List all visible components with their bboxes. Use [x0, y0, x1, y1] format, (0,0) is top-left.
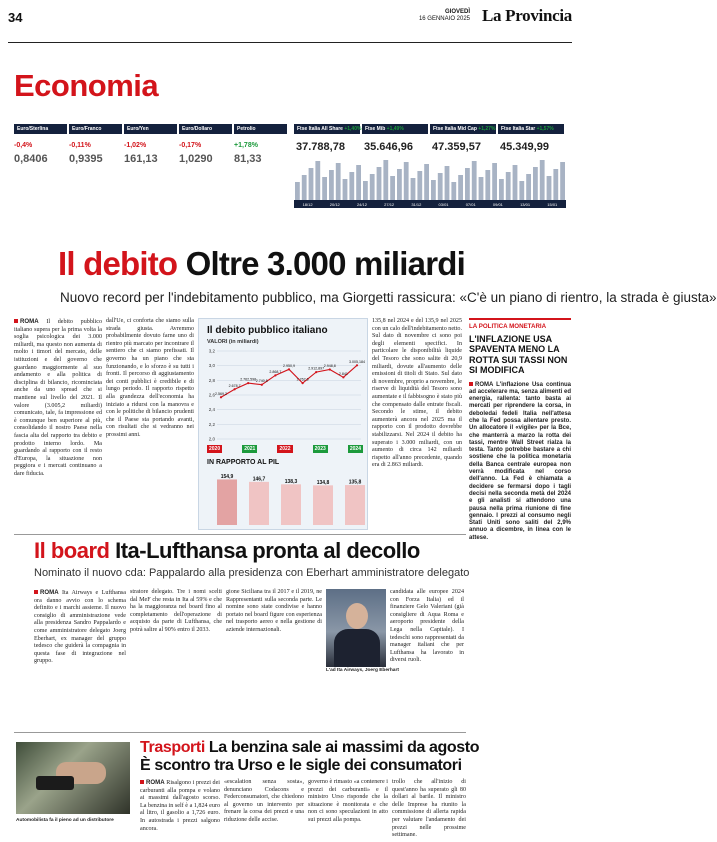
currency-value: 0,9395 [69, 153, 103, 165]
year-label: 2020 [209, 446, 221, 452]
currency-tile [124, 124, 177, 198]
debt-data-label: 3.005,184 [349, 359, 365, 364]
pil-data-label: 138,3 [284, 478, 298, 485]
debt-point [261, 384, 263, 386]
pil-bar [217, 479, 237, 525]
headline-fuel-line2: È scontro tra Urso e le sigle dei consumatori [140, 757, 462, 774]
sparkline-bar [445, 166, 450, 200]
article-ita-column-2: stratore delegato. Tre i nomi scelti dal MeF che resta in Ita al 59% e che ha la maggioranza nel board fino al completamento dell'operazione di acquisto da parte di Lufthansa, che potrà salire al 90% entro il 2033. [130, 589, 222, 633]
page-header [8, 6, 572, 42]
sparkline-bar [506, 172, 511, 200]
pil-ratio-chart [203, 469, 365, 527]
axis-date: 18/12 [302, 201, 313, 207]
year-label: 2021 [244, 446, 256, 452]
year-label: 2022 [279, 446, 291, 452]
currency-name: Euro/Yen [124, 124, 177, 134]
year-label: 2024 [349, 446, 361, 452]
article-text: 135,8 nel 2024 e del 135,9 nel 2025 con un calo dell'indebitamento netto. Sul dato di novembre ci sono poi degli elementi specifici. In particolare le disponibilità liquide del Tesoro che sono salite di 20,9 miliardi, dovute all'aumento delle emissioni di titoli di Stato. [372, 318, 462, 378]
axis-date: 07/01 [465, 201, 476, 207]
page-number: 34 [8, 10, 23, 25]
y-tick-label: 2,4 [208, 407, 215, 413]
y-tick-label: 2,2 [208, 421, 215, 427]
y-tick-label: 2,0 [208, 436, 215, 442]
sparkline-bar [492, 163, 497, 200]
headline-fuel-kicker: Trasporti [140, 739, 205, 756]
article-ita-column-1 [34, 589, 126, 729]
headline-ita-title: Ita-Lufthansa pronta al decollo [115, 538, 420, 563]
stock-change: +1,49% [385, 126, 404, 132]
axis-date: 20/12 [329, 201, 340, 207]
sparkline-bar [485, 170, 490, 200]
debt-point [342, 376, 344, 378]
debt-data-label: 2.868,7 [269, 369, 282, 374]
axis-date: 03/01 [438, 201, 449, 207]
article-ita-column-3: gione Siciliana tra il 2017 e il 2019, ne Rappresentanti sulla seconda parte. Le nomine sono state condivise e hanno portato nel board figure con esperienza nel trasporto aereo e nella gestione di aziende internazionali. [226, 589, 322, 633]
sparkline-bar [397, 169, 402, 200]
currency-change: -0,4% [14, 142, 33, 149]
headline-debt-kicker: Il debito [58, 245, 178, 282]
sparkline-bar [356, 165, 361, 200]
sparkline-bar [451, 182, 456, 200]
dateline: ROMA [40, 589, 59, 596]
dateline: ROMA [20, 318, 39, 325]
stock-change: +1,27% [476, 126, 496, 132]
stock-value: 37.788,78 [296, 141, 345, 153]
axis-date: 27/12 [384, 201, 395, 207]
stock-name: Ftse Italia Mid Cap +1,27% [430, 124, 496, 134]
subheadline-ita: Nominato il nuovo cda: Pappalardo alla presidenza con Eberhart amministratore delegato [34, 567, 470, 579]
sparkline-bar [438, 173, 443, 200]
currency-name: Petrolio [234, 124, 287, 134]
stock-value: 35.646,96 [364, 141, 413, 153]
currency-change: -0,11% [69, 142, 91, 149]
sparkline-bar [553, 169, 558, 200]
currency-name: Euro/Franco [69, 124, 122, 134]
axis-date: 15/01 [547, 201, 558, 207]
sidebar-monetary [469, 318, 571, 748]
stock-name: Ftse Italia Star +1,57% [498, 124, 564, 134]
sparkline-bar [458, 175, 463, 200]
year-label: 2023 [314, 446, 326, 452]
pil-data-label: 134,8 [316, 479, 330, 486]
stock-value: 47.359,57 [432, 141, 481, 153]
header-divider [8, 42, 572, 43]
currency-tile [14, 124, 67, 198]
currency-value: 81,33 [234, 153, 262, 165]
stock-change: +1,57% [535, 126, 554, 132]
debt-point [247, 382, 249, 384]
section-divider [14, 732, 466, 733]
currency-value: 0,8406 [14, 153, 48, 165]
debt-data-label: 2.950,9 [283, 363, 295, 368]
sparkline-bar [560, 162, 565, 200]
article-ita-column-4: candidata alle europee 2024 con Forza Italia) ed il finanziere Gelo Valeriani (già consigliere di Aqua Roma e aeroporto presidente della Lega nella Capitale). I tedeschi sono rappresentati da manager italiani che per Lufthansa ha lavorato in diversi ruoli. [390, 589, 464, 664]
headline-ita-kicker: Il board [34, 538, 110, 563]
sparkline-bar [390, 176, 395, 200]
debt-chart-title: Il debito pubblico italiano [207, 325, 328, 336]
sparkline-bar [547, 176, 552, 200]
header-date [419, 9, 470, 23]
sparkline-bar [431, 180, 436, 200]
debt-data-label: 2.762,6 [296, 377, 309, 382]
stock-value: 45.349,99 [500, 141, 549, 153]
y-tick-label: 2,6 [208, 392, 215, 398]
article-fuel-column-3: governo è rimasto «a contenere i prezzi dei carburanti» e il ministro Urso risponde che la situazione è monitorata e che non ci sono speculazioni in atto sui prezzi alla pompa. [308, 779, 388, 823]
sparkline-bar [411, 178, 416, 200]
article-fuel-column-4: trollo che all'inizio di quest'anno ha superato gli 80 dollari al barile. Il ministro delle Imprese ha riunito la commissione di allerta rapida per valutare l'andamento dei prezzi nelle prossime settimane. [392, 779, 466, 839]
article-fuel-column-1 [140, 779, 220, 837]
dateline-marker [140, 780, 144, 784]
sparkline-bar [315, 161, 320, 200]
sparkline-bar [309, 168, 314, 200]
sidebar-dateline: ROMA [475, 381, 494, 388]
debt-point [220, 396, 222, 398]
pil-data-label: 146,7 [252, 476, 266, 483]
debt-data-label: 2.569,2 [215, 391, 227, 396]
article-text: Risalgono i prezzi dei carburanti alla pompa e volano ai massimi dall'agosto scorso. La benzina in self è a 1,824 euro al litro, il gasolio a 1,726 euro. In autostrada i prezzi salgono ancora. [140, 780, 220, 832]
debt-data-label: 2.678,7 [228, 383, 241, 388]
sparkline-bar [513, 165, 518, 200]
pil-data-label: 154,9 [220, 473, 234, 480]
headline-fuel-title: La benzina sale ai massimi da agosto [208, 739, 480, 756]
article-text: Ita Airways e Lufthansa ora danno avvio con lo schema definito e i marchi assieme. Il nuovo consiglio di amministrazione vede alla presidenza Sandro Pappalardo e come amministratore delegato Joerg Eberhart, ex manager del gruppo tedesco che guiderà la compagnia in questa fase di integrazione nel gruppo. [34, 590, 126, 665]
sidebar-headline[interactable]: L'INFLAZIONE USA SPAVENTA MENO LA ROTTA SUI TASSI NON SI MODIFICA [469, 333, 568, 375]
sparkline-bar [302, 175, 307, 200]
currency-name: Euro/Sterlina [14, 124, 67, 134]
header-date-text: 16 GENNAIO 2025 [418, 16, 470, 22]
article-text: Il debito pubblico italiano supera per la prima volta la soglia psicologica dei 3.000 miliardi, ma questo non aumenta di molto i timori del mercato, delle istituzioni e del governo che guardano maggiormente al suo andamento e alla politica di disciplina di bilancio, ricominciata anche da uno spread che si mantiene sul livello del 2021. Il valore (3.005,2 miliardi) comunicato, tale, fa impressione ed è comunque ben superiore al più, consolidando il nostro Paese nella fascia alta del rapporto tra debito e prodotto interno lordo. Ma guardando al rapporto con il resto d'Europa, la situazione non peggiora e i mercati continuano a dare fiducia. [14, 319, 102, 477]
pil-data-label: 135,8 [348, 479, 362, 486]
currency-value: 1,0290 [179, 153, 213, 165]
sparkline-bar [404, 162, 409, 200]
sparkline-bar [540, 160, 545, 200]
stock-name: Ftse Italia All Share +1,40% [294, 124, 360, 134]
axis-date: 31/12 [411, 201, 422, 207]
sparkline-bar [363, 181, 368, 200]
photo-figure-head [346, 603, 368, 629]
sparkline-bar [417, 171, 422, 200]
sidebar-body [469, 382, 571, 543]
masthead[interactable]: La Provincia [481, 6, 572, 25]
headline-ita[interactable] [34, 538, 420, 564]
sparkline-bar [343, 179, 348, 200]
photo-caption: Automobilista fa il pieno ad un distributore [16, 818, 114, 823]
sparkline-bar [472, 161, 477, 200]
sparkline-bar [322, 177, 327, 200]
debt-point [288, 368, 290, 370]
debt-line-chart [203, 347, 365, 445]
sparkline-bar [349, 172, 354, 200]
section-divider [14, 534, 466, 535]
photo-figure-body [334, 629, 380, 667]
article-debt-column-1 [14, 318, 102, 530]
pil-bar [313, 485, 333, 525]
sparkline-bar [336, 163, 341, 200]
sidebar-text: L'inflazione Usa continua ad accelerare ma, senza alimenti ed energia, rallenta: tanto basta ai mercati per riprendere la corsa, in deboledai fedeli Italia nell'attesa che la Fed possa allentare presto. Un allocatore il «vigile» per la Bce, che manterrà a marzo la rotta dei tassi, mentre Wall Street rialza la testa. Tanto potrebbe bastare a chi sostiene che la politica monetaria della Banca centrale europea non verrà modificata nel corso dell'anno. La Fed è chiamata a decidere se fermarsi dopo i tagli decisi nella seconda metà del 2024 e gli analisti si attendono una pausa nella prima riunione di fine gennaio. I prezzi al consumo negli Stati Uniti sono saliti del 2,9% annuo a dicembre, in linea con le attese. [469, 381, 571, 541]
currency-change: +1,78% [234, 142, 258, 149]
stock-name: Ftse Mib +1,49% [362, 124, 428, 134]
subheadline-debt: Nuovo record per l'indebitamento pubblico, ma Giorgetti rassicura: «C'è un piano di rientro, la strada è giusta» [60, 290, 717, 305]
debt-data-label: 2.762,598 [240, 377, 257, 382]
photo-eberhart[interactable] [326, 589, 386, 667]
sparkline-bar [465, 168, 470, 200]
debt-point [274, 374, 276, 376]
dateline-marker [469, 382, 473, 386]
currency-name: Euro/Dollaro [179, 124, 232, 134]
article-text: Sul dato di novembre, proprio a novembre, le riserve di liquidità del Tesoro sono aumentate e il fabbisogno è stato più che compensato dalle entrate fiscali. Secondo le stime, il debito aumenterà ancora nel 2025 ma il rapporto con il prodotto dovrebbe stabilizzarsi. Nel 2024 il debito ha superato i 3.000 miliardi, con un aumento di circa 142 miliardi rispetto all'anno precedente, quando era di 2.863 miliardi. [372, 371, 462, 469]
debt-data-label: 2.740,5 [255, 379, 268, 384]
headline-debt[interactable] [58, 245, 465, 283]
currency-change: -1,02% [124, 142, 147, 149]
headline-debt-title: Oltre 3.000 miliardi [185, 245, 465, 282]
sparkline-bar [329, 170, 334, 200]
headline-fuel[interactable] [140, 739, 479, 775]
sparkline-bar [526, 174, 531, 200]
debt-point [356, 364, 358, 366]
debt-chart [198, 318, 368, 530]
sparkline-bar [533, 167, 538, 200]
debt-point [329, 368, 331, 370]
axis-date: 09/01 [492, 201, 503, 207]
debt-point [302, 382, 304, 384]
sparkline-bar [377, 167, 382, 200]
pil-bar [249, 482, 269, 525]
article-fuel-column-2: «escalation senza sosta», denunciano Codacons e Federconsumatori, che chiedono al governo un intervento per frenare la corsa dei prezzi e una riduzione delle accise. [224, 779, 304, 823]
photo-fuel-pump[interactable] [16, 742, 130, 814]
currency-tile [234, 124, 287, 198]
sparkline-bar [370, 174, 375, 200]
photo-caption: L'ad Ita Airways, Joerg Eberhart [326, 668, 399, 673]
sparkline-bar [519, 181, 524, 200]
currency-value: 161,13 [124, 153, 158, 165]
sparkline-bar [479, 177, 484, 200]
pil-ratio-title: IN RAPPORTO AL PIL [207, 459, 280, 466]
sparkline-bar [383, 160, 388, 200]
section-title: Economia [14, 68, 159, 103]
sparkline-bar [499, 179, 504, 200]
axis-date: 13/01 [520, 201, 531, 207]
header-day: GIOVEDÌ [444, 9, 470, 15]
sparkline-bar [295, 182, 300, 200]
axis-date: 24/12 [356, 201, 367, 207]
y-tick-label: 3,2 [208, 348, 215, 354]
debt-chart-years [207, 445, 363, 453]
sidebar-kicker: LA POLITICA MONETARIA [469, 318, 571, 331]
debt-data-label: 2.841 [338, 371, 348, 376]
debt-data-label: 2.912,897 [308, 366, 325, 371]
currency-change: -0,17% [179, 142, 202, 149]
debt-point [315, 371, 317, 373]
dateline-marker [14, 319, 18, 323]
currency-tile [179, 124, 232, 198]
debt-data-label: 2.948,8 [323, 363, 336, 368]
pil-bar [345, 485, 365, 525]
pil-bar [281, 484, 301, 525]
article-debt-column-2: dall'Ue, ci conforta che siamo sulla strada giusta. Avremmo probabilmente dovuto farne uno di rientro più marcato per incontrare il sentiero che ci siamo prefissati. Il governo ha un piano che sta funzionando, e lo sforzo è su tutti i fronti. Il percorso di aggiustamento dei conti pubblici è credibile e di lungo periodo. Il rapporto rispetto alla grandezza dell'economia ha iniziato a ridursi con la manovra e con le politiche di bilancio prudenti che il Paese sta portando avanti, con risultati che si vedranno nei prossimi anni. [106, 318, 194, 438]
photo-nozzle [36, 776, 74, 790]
y-tick-label: 2,8 [208, 377, 215, 383]
debt-point [234, 388, 236, 390]
stock-change: +1,40% [342, 126, 362, 132]
market-sparkline [294, 134, 566, 200]
currency-tile [69, 124, 122, 198]
debt-chart-unit: VALORI (in miliardi) [207, 339, 259, 345]
market-date-axis [294, 200, 566, 208]
dateline-marker [34, 590, 38, 594]
sparkline-bar [424, 164, 429, 200]
y-tick-label: 3,0 [208, 363, 215, 369]
market-ticker [14, 124, 566, 224]
article-debt-column-5 [372, 318, 462, 530]
dateline: ROMA [146, 779, 165, 786]
